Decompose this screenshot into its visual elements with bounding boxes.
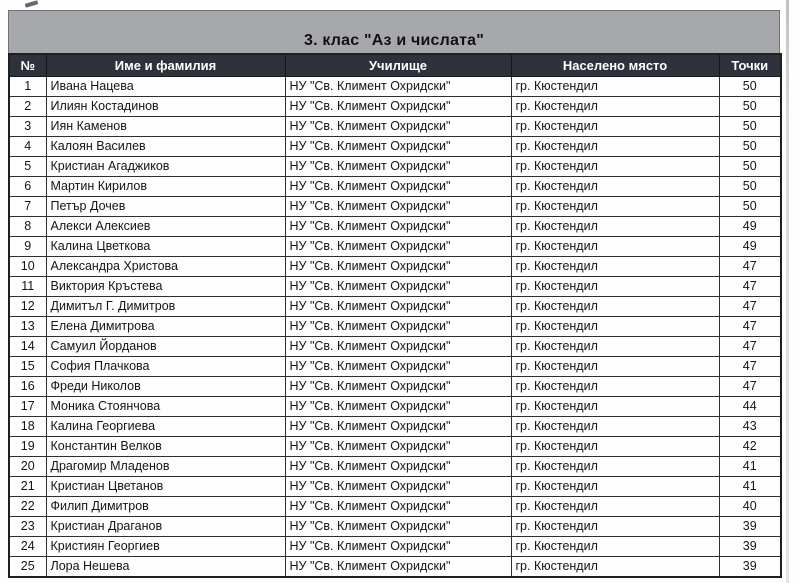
points-value: 39: [719, 556, 781, 577]
school-name: НУ "Св. Климент Охридски": [285, 496, 511, 516]
school-name: НУ "Св. Климент Охридски": [285, 176, 511, 196]
student-name: Самуил Йорданов: [46, 336, 285, 356]
school-name: НУ "Св. Климент Охридски": [285, 136, 511, 156]
student-name: Кристиан Драганов: [46, 516, 285, 536]
settlement-name: гр. Кюстендил: [511, 76, 719, 96]
school-name: НУ "Св. Климент Охридски": [285, 456, 511, 476]
table-row: [9, 116, 781, 136]
settlement-name: гр. Кюстендил: [511, 256, 719, 276]
col-header-name: Име и фамилия: [46, 54, 285, 76]
points-value: 47: [719, 316, 781, 336]
student-name: Филип Димитров: [46, 496, 285, 516]
table-row: [9, 556, 781, 577]
col-header-school: Училище: [285, 54, 511, 76]
school-name: НУ "Св. Климент Охридски": [285, 256, 511, 276]
points-value: 50: [719, 176, 781, 196]
row-number: 14: [9, 336, 46, 356]
student-name: Драгомир Младенов: [46, 456, 285, 476]
school-name: НУ "Св. Климент Охридски": [285, 476, 511, 496]
row-number: 4: [9, 136, 46, 156]
points-value: 42: [719, 436, 781, 456]
school-name: НУ "Св. Климент Охридски": [285, 156, 511, 176]
points-value: 50: [719, 116, 781, 136]
school-name: НУ "Св. Климент Охридски": [285, 396, 511, 416]
student-name: Кристиян Георгиев: [46, 536, 285, 556]
points-value: 50: [719, 196, 781, 216]
points-value: 50: [719, 96, 781, 116]
settlement-name: гр. Кюстендил: [511, 416, 719, 436]
points-value: 41: [719, 456, 781, 476]
points-value: 47: [719, 336, 781, 356]
student-name: София Плачкова: [46, 356, 285, 376]
settlement-name: гр. Кюстендил: [511, 216, 719, 236]
settlement-name: гр. Кюстендил: [511, 196, 719, 216]
table-row: [9, 396, 781, 416]
row-number: 23: [9, 516, 46, 536]
row-number: 10: [9, 256, 46, 276]
points-value: 43: [719, 416, 781, 436]
settlement-name: гр. Кюстендил: [511, 96, 719, 116]
settlement-name: гр. Кюстендил: [511, 436, 719, 456]
points-value: 47: [719, 276, 781, 296]
table-row: [9, 296, 781, 316]
settlement-name: гр. Кюстендил: [511, 376, 719, 396]
student-name: Иян Каменов: [46, 116, 285, 136]
school-name: НУ "Св. Климент Охридски": [285, 536, 511, 556]
table-row: [9, 536, 781, 556]
settlement-name: гр. Кюстендил: [511, 556, 719, 577]
row-number: 17: [9, 396, 46, 416]
row-number: 22: [9, 496, 46, 516]
row-number: 24: [9, 536, 46, 556]
settlement-name: гр. Кюстендил: [511, 116, 719, 136]
settlement-name: гр. Кюстендил: [511, 456, 719, 476]
table-row: [9, 96, 781, 116]
table-row: [9, 356, 781, 376]
table-title: 3. клас "Аз и числата": [8, 10, 780, 53]
student-name: Ивана Нацева: [46, 76, 285, 96]
settlement-name: гр. Кюстендил: [511, 296, 719, 316]
row-number: 12: [9, 296, 46, 316]
student-name: Илиян Костадинов: [46, 96, 285, 116]
student-name: Александра Христова: [46, 256, 285, 276]
points-value: 47: [719, 376, 781, 396]
row-number: 6: [9, 176, 46, 196]
table-row: [9, 516, 781, 536]
student-name: Калоян Василев: [46, 136, 285, 156]
points-value: 39: [719, 516, 781, 536]
student-name: Лора Нешева: [46, 556, 285, 577]
settlement-name: гр. Кюстендил: [511, 516, 719, 536]
settlement-name: гр. Кюстендил: [511, 236, 719, 256]
school-name: НУ "Св. Климент Охридски": [285, 116, 511, 136]
settlement-name: гр. Кюстендил: [511, 276, 719, 296]
settlement-name: гр. Кюстендил: [511, 496, 719, 516]
points-value: 49: [719, 236, 781, 256]
table-header-row: [9, 54, 781, 76]
school-name: НУ "Св. Климент Охридски": [285, 316, 511, 336]
row-number: 16: [9, 376, 46, 396]
school-name: НУ "Св. Климент Охридски": [285, 376, 511, 396]
school-name: НУ "Св. Климент Охридски": [285, 296, 511, 316]
table-body: [9, 76, 781, 577]
points-value: 39: [719, 536, 781, 556]
points-value: 40: [719, 496, 781, 516]
row-number: 3: [9, 116, 46, 136]
row-number: 5: [9, 156, 46, 176]
table-row: [9, 416, 781, 436]
scan-artifact-speck: [25, 0, 39, 7]
table-row: [9, 76, 781, 96]
row-number: 2: [9, 96, 46, 116]
table-row: [9, 136, 781, 156]
results-table: [8, 10, 780, 578]
school-name: НУ "Св. Климент Охридски": [285, 216, 511, 236]
table-row: [9, 256, 781, 276]
school-name: НУ "Св. Климент Охридски": [285, 96, 511, 116]
school-name: НУ "Св. Климент Охридски": [285, 356, 511, 376]
table-row: [9, 316, 781, 336]
points-value: 50: [719, 136, 781, 156]
row-number: 21: [9, 476, 46, 496]
student-name: Алекси Алексиев: [46, 216, 285, 236]
points-value: 44: [719, 396, 781, 416]
school-name: НУ "Св. Климент Охридски": [285, 336, 511, 356]
settlement-name: гр. Кюстендил: [511, 136, 719, 156]
table-row: [9, 336, 781, 356]
student-name: Мартин Кирилов: [46, 176, 285, 196]
settlement-name: гр. Кюстендил: [511, 536, 719, 556]
student-name: Калина Георгиева: [46, 416, 285, 436]
points-value: 47: [719, 256, 781, 276]
points-value: 41: [719, 476, 781, 496]
school-name: НУ "Св. Климент Охридски": [285, 76, 511, 96]
row-number: 1: [9, 76, 46, 96]
school-name: НУ "Св. Климент Охридски": [285, 556, 511, 577]
ranking-table: [8, 53, 782, 578]
settlement-name: гр. Кюстендил: [511, 316, 719, 336]
points-value: 50: [719, 156, 781, 176]
table-row: [9, 436, 781, 456]
student-name: Димитъл Г. Димитров: [46, 296, 285, 316]
table-row: [9, 376, 781, 396]
student-name: Елена Димитрова: [46, 316, 285, 336]
table-row: [9, 456, 781, 476]
points-value: 50: [719, 76, 781, 96]
student-name: Виктория Кръстева: [46, 276, 285, 296]
row-number: 25: [9, 556, 46, 577]
student-name: Петър Дочев: [46, 196, 285, 216]
student-name: Кристиан Цветанов: [46, 476, 285, 496]
col-header-number: №: [9, 54, 46, 76]
school-name: НУ "Св. Климент Охридски": [285, 236, 511, 256]
student-name: Кристиан Агаджиков: [46, 156, 285, 176]
row-number: 11: [9, 276, 46, 296]
row-number: 13: [9, 316, 46, 336]
school-name: НУ "Св. Климент Охридски": [285, 436, 511, 456]
row-number: 8: [9, 216, 46, 236]
settlement-name: гр. Кюстендил: [511, 176, 719, 196]
points-value: 47: [719, 296, 781, 316]
scan-edge-line: [786, 0, 789, 583]
student-name: Моника Стоянчова: [46, 396, 285, 416]
table-row: [9, 496, 781, 516]
row-number: 15: [9, 356, 46, 376]
col-header-points: Точки: [719, 54, 781, 76]
row-number: 18: [9, 416, 46, 436]
school-name: НУ "Св. Климент Охридски": [285, 516, 511, 536]
points-value: 47: [719, 356, 781, 376]
row-number: 7: [9, 196, 46, 216]
settlement-name: гр. Кюстендил: [511, 336, 719, 356]
row-number: 20: [9, 456, 46, 476]
col-header-settlement: Населено място: [511, 54, 719, 76]
table-row: [9, 176, 781, 196]
table-row: [9, 156, 781, 176]
table-row: [9, 196, 781, 216]
student-name: Калина Цветкова: [46, 236, 285, 256]
school-name: НУ "Св. Климент Охридски": [285, 196, 511, 216]
student-name: Фреди Николов: [46, 376, 285, 396]
settlement-name: гр. Кюстендил: [511, 356, 719, 376]
points-value: 49: [719, 216, 781, 236]
settlement-name: гр. Кюстендил: [511, 156, 719, 176]
settlement-name: гр. Кюстендил: [511, 396, 719, 416]
row-number: 19: [9, 436, 46, 456]
table-row: [9, 236, 781, 256]
table-row: [9, 216, 781, 236]
student-name: Константин Велков: [46, 436, 285, 456]
table-row: [9, 476, 781, 496]
school-name: НУ "Св. Климент Охридски": [285, 416, 511, 436]
row-number: 9: [9, 236, 46, 256]
settlement-name: гр. Кюстендил: [511, 476, 719, 496]
table-row: [9, 276, 781, 296]
school-name: НУ "Св. Климент Охридски": [285, 276, 511, 296]
